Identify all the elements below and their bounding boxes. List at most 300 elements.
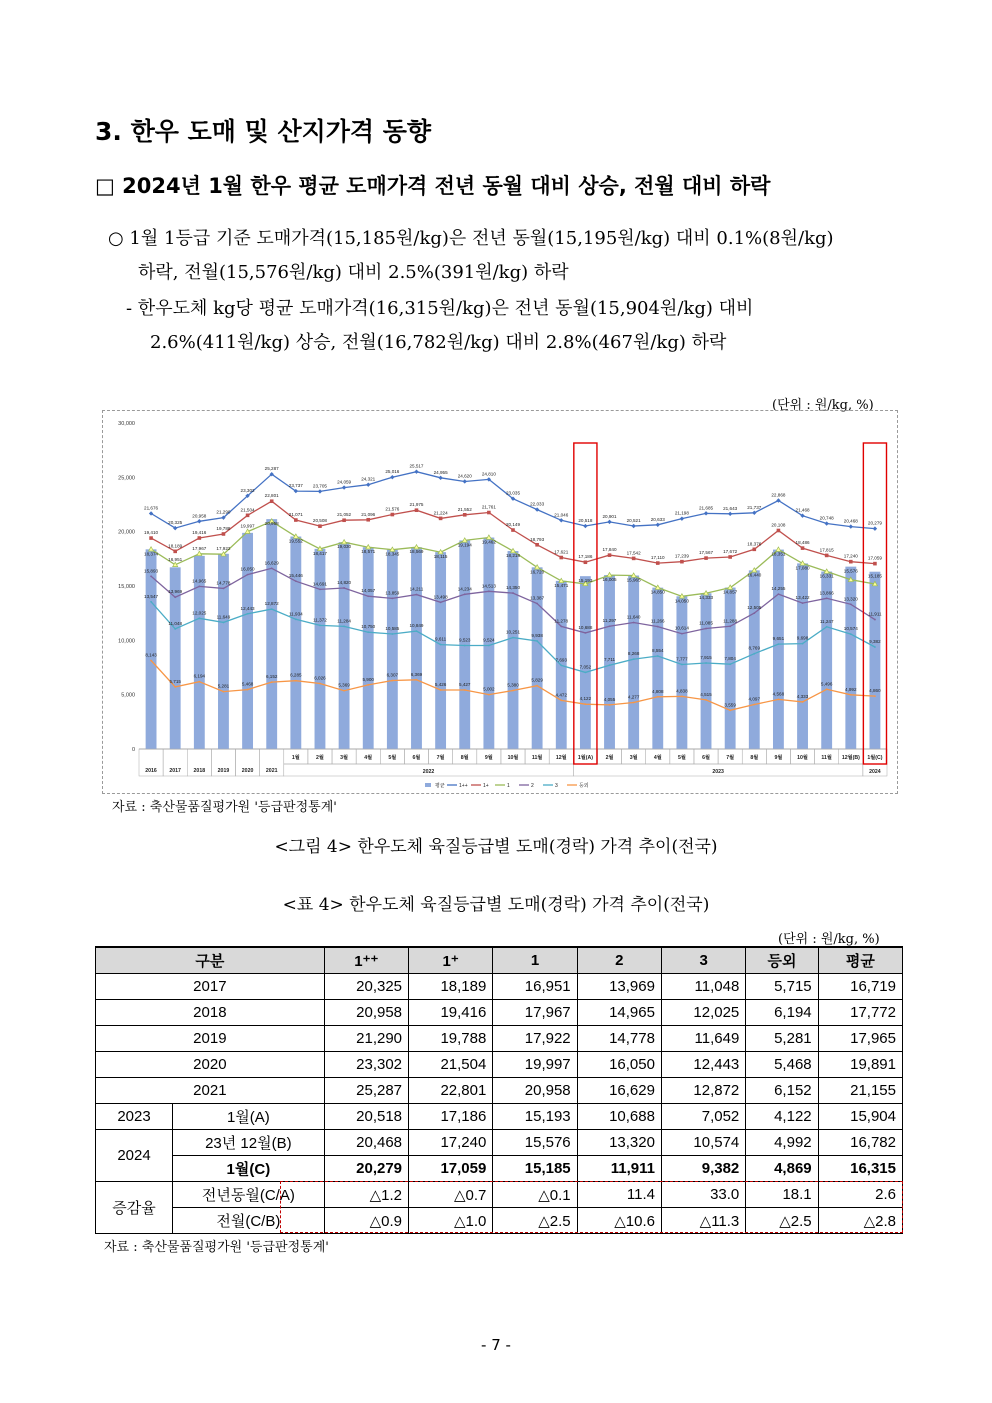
data-label-average: 15,576 — [843, 568, 858, 574]
bar-average — [701, 593, 712, 749]
point-1+ — [222, 532, 226, 536]
cell: △0.1 — [493, 1182, 577, 1208]
point-3 — [512, 637, 514, 639]
point-3 — [657, 655, 659, 657]
point-등외 — [343, 690, 345, 692]
data-label-2: 11,297 — [602, 618, 617, 624]
bar-average — [652, 588, 663, 749]
point-2 — [440, 601, 442, 603]
point-3 — [705, 662, 707, 664]
point-1++ — [197, 519, 201, 523]
data-label-등외: 6,307 — [386, 672, 399, 678]
y-tick-label: 10,000 — [118, 638, 135, 645]
data-label-등외: 5,468 — [241, 681, 254, 687]
row-group-label: 증감율 — [96, 1182, 173, 1234]
cell: 4,122 — [746, 1104, 818, 1130]
data-label-2: 14,234 — [457, 586, 472, 592]
data-label-1++: 20,518 — [578, 518, 593, 524]
point-3 — [223, 622, 225, 624]
cell: △2.5 — [493, 1208, 577, 1234]
point-2 — [584, 632, 586, 634]
legend-label: 1 — [507, 783, 510, 789]
data-label-average: 19,462 — [481, 539, 496, 545]
data-label-2: 13,859 — [385, 590, 400, 596]
data-label-등외: 5,900 — [362, 676, 374, 682]
data-label-average: 18,569 — [409, 549, 424, 555]
data-label-3: 9,523 — [458, 637, 471, 643]
legend-label: 1++ — [459, 783, 468, 789]
data-label-3: 7,711 — [603, 657, 616, 663]
data-label-등외: 4,992 — [845, 686, 857, 692]
point-등외 — [440, 689, 442, 691]
point-등외 — [850, 694, 852, 696]
data-label-3: 10,574 — [843, 626, 858, 632]
cell: 19,891 — [818, 1052, 902, 1078]
cell: 11,649 — [661, 1026, 745, 1052]
category-label: 2월 — [316, 755, 324, 761]
data-label-2: 11,911 — [868, 611, 882, 617]
data-label-3: 13,547 — [144, 593, 159, 599]
point-등외 — [633, 702, 635, 704]
data-label-2: 15,446 — [288, 573, 303, 579]
data-label-average: 16,720 — [530, 569, 545, 575]
col-header: 1⁺ — [409, 947, 493, 974]
point-1++ — [438, 476, 442, 480]
data-label-2: 13,498 — [433, 594, 448, 600]
col-header: 평균 — [818, 947, 902, 974]
data-label-1+: 21,761 — [481, 504, 496, 510]
table-source: 자료 : 축산물품질평가원 '등급판정통계' — [104, 1240, 329, 1255]
data-label-1+: 17,621 — [554, 549, 569, 555]
data-label-3: 11,048 — [168, 620, 183, 626]
point-2 — [536, 603, 538, 605]
data-label-2: 11,640 — [626, 614, 641, 620]
cell: 10,688 — [577, 1104, 661, 1130]
chart-unit-label: (단위 : 원/kg, %) — [772, 398, 874, 413]
col-header: 1 — [493, 947, 577, 974]
data-label-average: 18,115 — [433, 554, 448, 560]
category-label: 4월 — [364, 755, 373, 761]
bar-average — [312, 549, 327, 749]
cell: 19,788 — [409, 1026, 493, 1052]
point-등외 — [271, 681, 273, 683]
data-label-2: 10,688 — [578, 624, 593, 630]
point-1+ — [439, 517, 443, 521]
cell: △1.2 — [324, 1182, 408, 1208]
data-label-average: 15,471 — [554, 582, 569, 588]
data-label-등외: 4,333 — [796, 693, 809, 699]
bar-average — [867, 572, 882, 749]
cell: 6,152 — [746, 1078, 818, 1104]
point-2 — [223, 588, 225, 590]
cell: 6,194 — [746, 1000, 818, 1026]
data-label-3: 11,934 — [288, 611, 303, 617]
point-1+ — [270, 499, 274, 503]
point-등외 — [584, 703, 586, 705]
category-label: 2016 — [145, 768, 157, 774]
data-label-2: 16,050 — [240, 566, 255, 572]
data-label-등외: 6,026 — [314, 675, 326, 681]
col-header: 등외 — [746, 947, 818, 974]
cell: 17,186 — [409, 1104, 493, 1130]
data-label-1++: 24,955 — [433, 469, 448, 475]
point-2 — [560, 626, 562, 628]
cell: 19,997 — [493, 1052, 577, 1078]
data-label-3: 12,872 — [264, 601, 279, 607]
bar-average — [797, 563, 808, 749]
point-등외 — [536, 685, 538, 687]
cell: 12,025 — [661, 1000, 745, 1026]
cell: 20,958 — [324, 1000, 408, 1026]
data-label-1++: 23,705 — [312, 483, 327, 489]
data-label-1+: 19,416 — [192, 530, 207, 536]
point-등외 — [391, 680, 393, 682]
data-label-1++: 21,737 — [747, 504, 762, 510]
cell: 22,801 — [409, 1078, 493, 1104]
cell: 15,576 — [493, 1130, 577, 1156]
category-label: 2017 — [169, 768, 181, 774]
row-label: 2020 — [96, 1052, 325, 1078]
point-2 — [850, 603, 852, 605]
cell: 15,193 — [493, 1104, 577, 1130]
y-tick-label: 20,000 — [118, 529, 135, 536]
data-label-1+: 21,975 — [409, 502, 424, 508]
bar-average — [505, 551, 521, 749]
bar-average — [242, 533, 253, 749]
data-label-3: 11,284 — [337, 618, 351, 624]
point-2 — [271, 567, 273, 569]
data-label-1++: 20,468 — [843, 518, 858, 524]
data-label-2: 13,969 — [168, 589, 183, 595]
data-label-2: 14,820 — [337, 579, 352, 585]
y-tick-label: 0 — [131, 747, 135, 753]
point-2 — [778, 593, 780, 595]
point-1+ — [391, 513, 395, 517]
point-등외 — [729, 709, 731, 711]
point-1+ — [632, 557, 636, 561]
data-label-3: 11,649 — [216, 614, 231, 620]
row-label: 1월(C) — [173, 1156, 325, 1182]
cell: 7,052 — [661, 1104, 745, 1130]
point-2 — [295, 580, 297, 582]
point-1+ — [825, 554, 829, 558]
data-label-1+: 17,110 — [650, 555, 665, 561]
data-label-1+: 17,240 — [843, 553, 858, 559]
point-2 — [705, 628, 707, 630]
data-label-3: 9,698 — [796, 635, 809, 641]
point-등외 — [657, 696, 659, 698]
cell: 18,189 — [409, 974, 493, 1000]
category-label: 1월 — [291, 755, 300, 761]
data-label-1++: 20,901 — [602, 513, 617, 519]
data-label-3: 7,915 — [700, 654, 712, 660]
data-label-average: 19,552 — [288, 538, 303, 544]
cell: 14,778 — [577, 1026, 661, 1052]
data-label-1++: 20,748 — [819, 515, 834, 521]
point-1++ — [318, 489, 322, 493]
category-label: 7월 — [726, 755, 735, 761]
data-label-1++: 24,620 — [457, 473, 472, 479]
category-label: 2019 — [217, 768, 230, 774]
cell: △1.0 — [409, 1208, 493, 1234]
table-row — [96, 1026, 903, 1052]
point-1++ — [583, 524, 587, 528]
data-label-average: 15,185 — [867, 573, 882, 579]
data-label-1++: 21,046 — [554, 512, 569, 518]
cell: 17,967 — [493, 1000, 577, 1026]
cell: △11.3 — [661, 1208, 745, 1234]
data-label-2: 13,320 — [843, 596, 858, 602]
row-group-label: 2023 — [96, 1104, 173, 1130]
data-label-등외: 5,281 — [217, 683, 230, 689]
point-2 — [198, 585, 200, 587]
cell: △2.5 — [746, 1208, 818, 1234]
point-3 — [464, 645, 466, 647]
category-label: 2020 — [241, 768, 254, 774]
point-3 — [729, 663, 731, 665]
category-label: 8월 — [460, 755, 469, 761]
category-label: 9월 — [484, 755, 493, 761]
point-등외 — [150, 660, 152, 662]
point-3 — [584, 671, 586, 673]
cell: 12,872 — [661, 1078, 745, 1104]
category-label: 8월 — [750, 755, 759, 761]
cell: 17,922 — [493, 1026, 577, 1052]
point-1++ — [559, 518, 563, 522]
cell: △0.9 — [324, 1208, 408, 1234]
category-label: 2월 — [605, 755, 614, 761]
data-label-등외: 4,808 — [652, 688, 664, 694]
row-label: 2017 — [96, 974, 325, 1000]
data-label-1++: 21,290 — [216, 509, 231, 515]
paragraph-1-cont: 하락, 전월(15,576원/kg) 대비 2.5%(391원/kg) 하락 — [138, 262, 569, 283]
point-1++ — [656, 523, 660, 527]
data-label-1: 17,922 — [216, 546, 231, 552]
col-header: 2 — [577, 947, 661, 974]
data-label-등외: 5,496 — [820, 681, 833, 687]
data-label-2: 13,422 — [795, 595, 810, 601]
cell: 19,416 — [409, 1000, 493, 1026]
data-label-average: 17,080 — [795, 565, 810, 571]
cell: 14,965 — [577, 1000, 661, 1026]
cell: 18.1 — [746, 1182, 818, 1208]
data-label-등외: 6,194 — [193, 673, 206, 679]
category-label: 9월 — [774, 755, 783, 761]
table-row — [96, 1156, 903, 1182]
table-row — [96, 1000, 903, 1026]
point-2 — [174, 596, 176, 598]
cell: 21,155 — [818, 1078, 902, 1104]
data-label-1++: 23,737 — [288, 483, 303, 489]
category-label: 6월 — [702, 755, 710, 761]
cell: 9,382 — [661, 1156, 745, 1182]
point-등외 — [488, 694, 490, 696]
point-등외 — [247, 689, 249, 691]
data-label-1: 17,967 — [192, 545, 207, 551]
cell: △10.6 — [577, 1208, 661, 1234]
cell: 5,715 — [746, 974, 818, 1000]
point-3 — [271, 608, 273, 610]
point-2 — [874, 619, 876, 621]
cell: 16,951 — [493, 974, 577, 1000]
point-1+ — [149, 536, 153, 540]
bar-average — [387, 550, 398, 749]
data-label-등외: 4,838 — [676, 688, 688, 694]
data-label-2: 15,893 — [144, 568, 159, 574]
category-label: 5월 — [677, 755, 686, 761]
section-heading: 3. 한우 도매 및 산지가격 동향 — [95, 117, 432, 146]
data-label-1+: 21,224 — [433, 510, 448, 516]
chart-source: 자료 : 축산물품질평가원 '등급판정통계' — [112, 800, 337, 815]
row-label: 1월(A) — [173, 1104, 325, 1130]
data-label-3: 10,251 — [505, 629, 521, 635]
data-label-1++: 25,287 — [264, 466, 279, 472]
col-header: 3 — [661, 947, 745, 974]
point-2 — [512, 592, 514, 594]
data-label-1++: 22,868 — [771, 492, 786, 498]
y-tick-label: 5,000 — [121, 692, 135, 699]
col-header: 1⁺⁺ — [324, 947, 408, 974]
cell: △0.7 — [409, 1182, 493, 1208]
point-3 — [633, 658, 635, 660]
cell: 15,185 — [493, 1156, 577, 1182]
point-2 — [826, 597, 828, 599]
data-label-1+: 21,576 — [385, 506, 400, 512]
point-2 — [802, 602, 804, 604]
point-2 — [150, 575, 152, 577]
data-label-average: 18,351 — [771, 551, 786, 557]
data-label-등외: 8,143 — [145, 652, 157, 658]
data-label-1+: 17,815 — [819, 547, 834, 553]
data-label-1: 16,951 — [168, 556, 183, 562]
point-1+ — [801, 546, 805, 550]
point-등외 — [416, 679, 418, 681]
point-등외 — [198, 681, 200, 683]
data-label-등외: 4,472 — [555, 692, 568, 698]
cell: 15,904 — [818, 1104, 902, 1130]
point-2 — [633, 622, 635, 624]
point-2 — [488, 590, 490, 592]
point-1+ — [511, 528, 515, 532]
point-2 — [391, 597, 393, 599]
data-label-average: 15,193 — [578, 578, 593, 584]
point-1+ — [680, 560, 684, 564]
data-label-average: 15,965 — [626, 577, 641, 583]
point-3 — [343, 625, 345, 627]
data-label-1+: 21,096 — [361, 511, 376, 517]
category-label: 4월 — [653, 755, 662, 761]
data-label-1++: 25,016 — [385, 469, 400, 475]
bar-average — [194, 556, 205, 749]
point-1+ — [342, 518, 346, 522]
point-등외 — [705, 699, 707, 701]
point-2 — [681, 633, 683, 635]
data-label-average: 19,194 — [457, 542, 472, 548]
point-1++ — [752, 511, 756, 515]
data-label-2: 11,288 — [723, 618, 738, 624]
data-label-1++: 21,198 — [674, 510, 689, 516]
point-3 — [247, 613, 249, 615]
point-1+ — [198, 536, 202, 540]
cell: 5,468 — [746, 1052, 818, 1078]
data-label-1+: 19,410 — [144, 530, 159, 536]
data-label-3: 7,693 — [555, 657, 568, 663]
cell: 33.0 — [661, 1182, 745, 1208]
point-1++ — [873, 526, 877, 530]
cell: 20,279 — [324, 1156, 408, 1182]
data-label-3: 8,554 — [652, 648, 664, 654]
point-3 — [850, 633, 852, 635]
data-label-1++: 21,468 — [795, 507, 810, 513]
point-등외 — [512, 690, 514, 692]
page-number: - 7 - — [481, 1336, 511, 1354]
point-2 — [657, 626, 659, 628]
cell: 20,468 — [324, 1130, 408, 1156]
point-1+ — [415, 508, 419, 512]
data-label-등외: 6,369 — [410, 671, 423, 677]
point-1+ — [487, 511, 491, 515]
data-label-average: 18,218 — [505, 553, 521, 559]
category-label: 2018 — [193, 768, 206, 774]
data-label-average: 18,417 — [312, 550, 327, 556]
point-1+ — [656, 561, 660, 565]
group-label: 2024 — [869, 769, 881, 775]
point-1+ — [728, 555, 732, 559]
point-등외 — [295, 680, 297, 682]
cell: 13,320 — [577, 1130, 661, 1156]
data-label-1++: 20,521 — [626, 518, 641, 524]
legend-swatch — [425, 783, 431, 787]
data-label-average: 14,857 — [723, 589, 738, 595]
row-label: 2019 — [96, 1026, 325, 1052]
point-3 — [874, 646, 876, 648]
bar-average — [628, 576, 639, 749]
figure-caption: <그림 4> 한우도체 육질등급별 도매(경락) 가격 추이(전국) — [274, 837, 718, 857]
point-1+ — [318, 524, 322, 528]
category-label: 11월 — [821, 755, 832, 761]
point-2 — [319, 588, 321, 590]
point-3 — [536, 640, 538, 642]
data-label-3: 11,247 — [819, 618, 834, 624]
data-label-1++: 24,321 — [361, 476, 376, 482]
point-3 — [416, 630, 418, 632]
category-label: 6월 — [412, 755, 421, 761]
point-1++ — [366, 483, 370, 487]
point-3 — [802, 643, 804, 645]
table-caption: <표 4> 한우도체 육질등급별 도매(경락) 가격 추이(전국) — [282, 895, 710, 915]
data-label-등외: 4,515 — [700, 691, 712, 697]
point-등외 — [753, 704, 755, 706]
data-label-1+: 21,552 — [457, 506, 472, 512]
section-subheading: □ 2024년 1월 한우 평균 도매가격 전년 동월 대비 상승, 전월 대비 하락 — [95, 174, 771, 198]
bar-average — [580, 576, 591, 749]
data-label-등외: 5,829 — [531, 677, 543, 683]
category-label: 1월(A) — [577, 755, 593, 761]
point-3 — [440, 644, 442, 646]
point-1++ — [390, 475, 394, 479]
data-label-average: 18,345 — [385, 551, 400, 557]
bar-average — [725, 588, 736, 749]
data-label-1+: 21,504 — [240, 507, 255, 513]
cell: 2.6 — [818, 1182, 902, 1208]
data-label-2: 16,629 — [264, 560, 279, 566]
data-label-1++: 20,325 — [168, 520, 183, 526]
data-label-3: 11,372 — [313, 617, 327, 623]
group-label: 2023 — [712, 769, 724, 775]
bar-average — [435, 552, 446, 749]
table-header-row — [96, 947, 903, 974]
category-label: 5월 — [388, 755, 397, 761]
